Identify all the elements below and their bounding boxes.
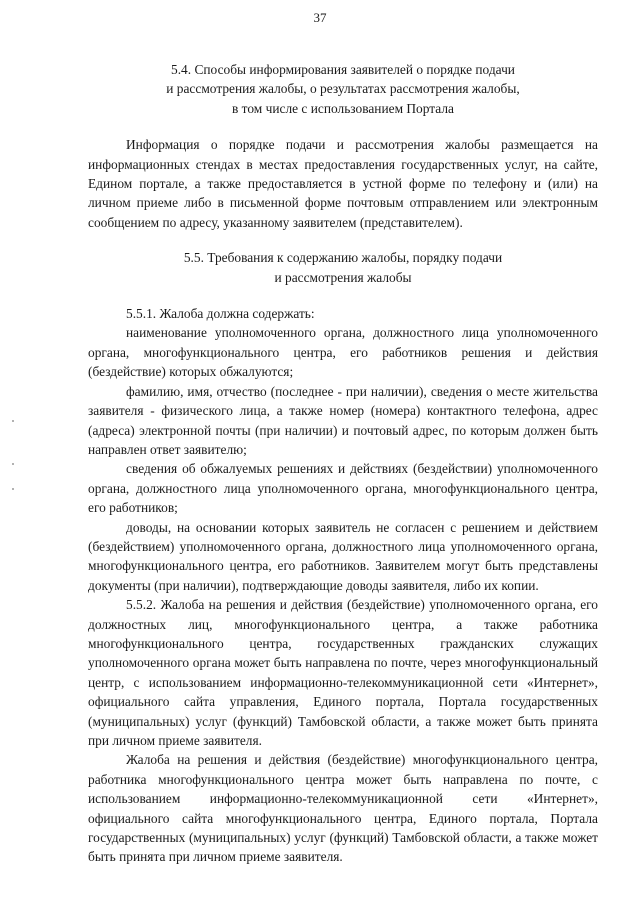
paragraph-5-5-1: 5.5.1. Жалоба должна содержать:	[126, 306, 315, 322]
scan-speck	[12, 488, 14, 490]
heading-line: в том числе с использованием Портала	[232, 100, 454, 116]
heading-line: и рассмотрения жалобы, о результатах рассмотрения жалобы,	[166, 81, 520, 97]
paragraph-5-5-2: 5.5.2. Жалоба на решения и действия (бездействие) уполномоченного органа, его должностных лиц, многофункционального центра, а также работника многофункционального центра, государственных гражданских служащих уполномоченного органа может быть направлена по почте, через многофункциональный центр, с использованием информационно-телекоммуникационной сети «Интернет», официального сайта управления, Единого портала, Портала государственных (муниципальных) услуг (функций) Тамбовской области, а также может быть принята при личном приеме заявителя.	[88, 597, 598, 748]
paragraph-complaint-decisions: сведения об обжалуемых решениях и действиях (бездействии) уполномоченного органа, должностного лица уполномоченного органа, многофункционального центра, его работников;	[88, 461, 598, 516]
section-5-4-paragraph: Информация о порядке подачи и рассмотрения жалобы размещается на информационных стендах в местах предоставления государственных услуг, на сайте, Едином портале, а также предоставляется в устной форме по телефону и (или) на личном приеме либо в письменной форме почтовым отправлением или электронным сообщением по адресу, указанному заявителем (представителем).	[88, 137, 598, 230]
heading-line: 5.4. Способы информирования заявителей о порядке подачи	[171, 62, 515, 77]
heading-line: 5.5. Требования к содержанию жалобы, порядку подачи	[183, 250, 503, 266]
paragraph-complaint-applicant: фамилию, имя, отчество (последнее - при наличии), сведения о месте жительства заявителя - физического лица, а также номер (номера) контактного телефона, адрес (адреса) электронной почты (при наличии) и почтовый адрес, по которым должен быть направлен ответ заявителю;	[88, 383, 598, 457]
paragraph-mfc-complaint: Жалоба на решения и действия (бездействие) многофункционального центра, работника многофункционального центра может быть направлена по почте, с использованием информационно-телекоммуникационной сети «Интернет», официального сайта многофункционального центра, Единого портала, Портала государственных (муниципальных) услуг (функций) Тамбовской области, а также может быть принята при личном приеме заявителя.	[88, 752, 598, 865]
document-content	[88, 60, 598, 867]
page-number: 37	[313, 10, 327, 25]
section-5-4-heading	[88, 60, 598, 118]
scan-speck	[12, 420, 14, 422]
paragraph-complaint-arguments: доводы, на основании которых заявитель не согласен с решением и действием (бездействием) уполномоченного органа, должностного лица уполномоченного органа, многофункционального центра, его работников. Заявителем могут быть представлены документы (при наличии), подтверждающие доводы заявителя, либо их копии.	[88, 519, 598, 593]
section-5-5-heading	[88, 248, 598, 287]
scan-speck	[12, 463, 14, 465]
paragraph-complaint-name: наименование уполномоченного органа, должностного лица уполномоченного органа, многофункционального центра, его работников решения и действия (бездействие) которых обжалуются;	[88, 325, 598, 380]
heading-line: и рассмотрения жалобы	[274, 269, 412, 285]
